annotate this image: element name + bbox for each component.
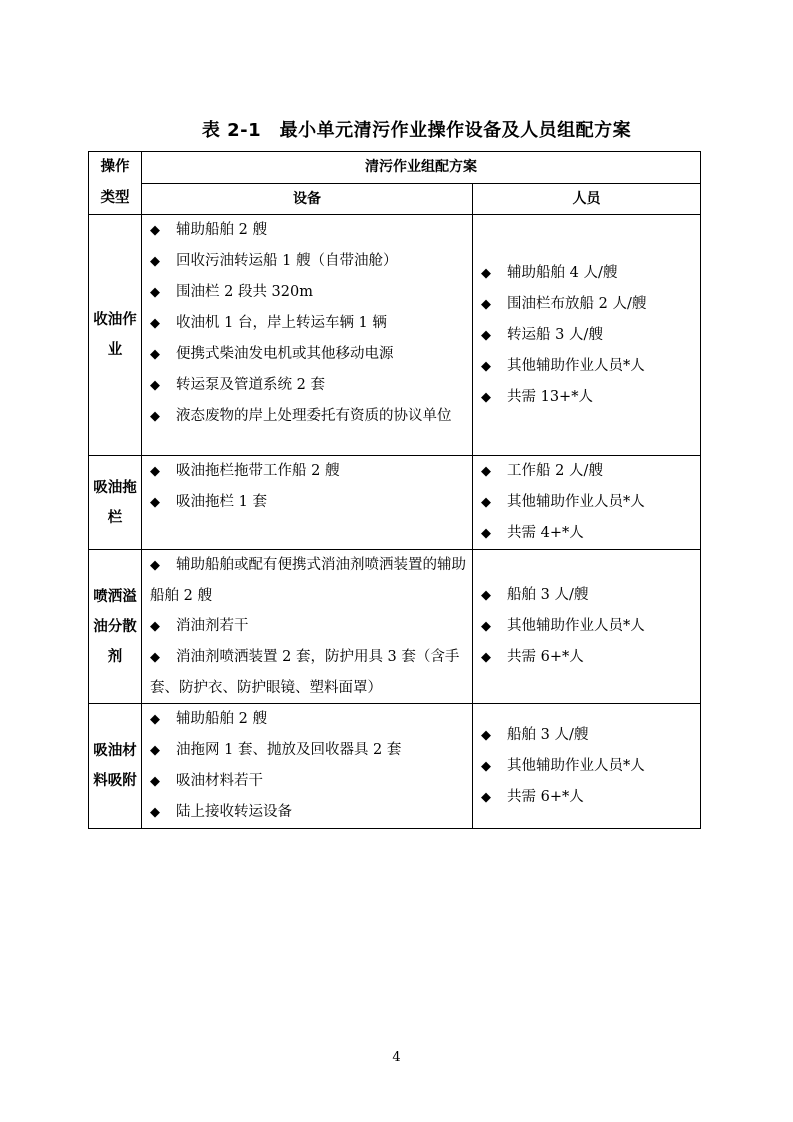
diamond-bullet-icon: ◆ xyxy=(481,358,491,374)
diamond-bullet-icon: ◆ xyxy=(150,774,160,789)
equipment-text: 辅助船舶或配有便携式消油剂喷洒装置的辅助船舶 2 艘 xyxy=(150,557,466,604)
diamond-bullet-icon: ◆ xyxy=(150,285,160,300)
equipment-text: 转运泵及管道系统 2 套 xyxy=(176,377,325,393)
operation-type: 喷洒溢油分散剂 xyxy=(89,550,142,704)
diamond-bullet-icon: ◆ xyxy=(481,327,491,343)
personnel-item xyxy=(481,320,694,351)
equipment-text: 油拖网 1 套、抛放及回收器具 2 套 xyxy=(176,742,402,758)
personnel-text: 共需 13+*人 xyxy=(507,388,593,405)
personnel-cell xyxy=(473,456,701,550)
header-equipment: 设备 xyxy=(142,183,473,215)
personnel-text: 辅助船舶 4 人/艘 xyxy=(507,264,618,281)
allocation-table xyxy=(88,151,701,829)
diamond-bullet-icon: ◆ xyxy=(150,378,160,393)
operation-type: 吸油材料吸附 xyxy=(89,704,142,829)
equipment-text: 吸油拖栏拖带工作船 2 艘 xyxy=(176,463,340,479)
page-number: 4 xyxy=(392,1050,401,1065)
diamond-bullet-icon: ◆ xyxy=(481,758,491,774)
diamond-bullet-icon: ◆ xyxy=(150,464,160,479)
equipment-text: 收油机 1 台，岸上转运车辆 1 辆 xyxy=(176,315,387,331)
diamond-bullet-icon: ◆ xyxy=(150,347,160,362)
equipment-item xyxy=(150,215,466,246)
equipment-item xyxy=(150,797,466,828)
header-personnel: 人员 xyxy=(473,183,701,215)
personnel-text: 其他辅助作业人员*人 xyxy=(507,494,645,510)
equipment-text: 辅助船舶 2 艘 xyxy=(176,222,267,238)
equipment-text: 消油剂若干 xyxy=(176,618,249,634)
diamond-bullet-icon: ◆ xyxy=(150,712,160,727)
equipment-cell xyxy=(142,550,473,704)
diamond-bullet-icon: ◆ xyxy=(481,389,491,405)
diamond-bullet-icon: ◆ xyxy=(481,588,491,603)
equipment-text: 陆上接收转运设备 xyxy=(176,804,292,820)
diamond-bullet-icon: ◆ xyxy=(150,558,160,573)
diamond-bullet-icon: ◆ xyxy=(150,409,160,424)
equipment-text: 回收污油转运船 1 艘（自带油舱） xyxy=(176,253,398,269)
diamond-bullet-icon: ◆ xyxy=(481,650,491,665)
equipment-text: 便携式柴油发电机或其他移动电源 xyxy=(176,346,394,362)
personnel-text: 船舶 3 人/艘 xyxy=(507,587,589,603)
personnel-text: 共需 6+*人 xyxy=(507,649,584,665)
personnel-item xyxy=(481,258,694,289)
table-row xyxy=(89,550,701,704)
diamond-bullet-icon: ◆ xyxy=(481,789,491,805)
equipment-item xyxy=(150,339,466,370)
diamond-bullet-icon: ◆ xyxy=(150,495,160,510)
personnel-item xyxy=(481,289,694,320)
personnel-item xyxy=(481,782,694,813)
diamond-bullet-icon: ◆ xyxy=(481,526,491,541)
header-plan: 清污作业组配方案 xyxy=(142,152,701,184)
personnel-text: 其他辅助作业人员*人 xyxy=(507,357,645,374)
equipment-item xyxy=(150,735,466,766)
personnel-cell xyxy=(473,550,701,704)
personnel-item xyxy=(481,751,694,782)
personnel-text: 其他辅助作业人员*人 xyxy=(507,618,645,634)
equipment-text: 吸油材料若干 xyxy=(176,773,263,789)
equipment-item xyxy=(150,370,466,401)
personnel-text: 共需 4+*人 xyxy=(507,525,584,541)
equipment-item xyxy=(150,401,466,432)
personnel-text: 工作船 2 人/艘 xyxy=(507,463,603,479)
equipment-text: 辅助船舶 2 艘 xyxy=(176,711,267,727)
equipment-text: 吸油拖栏 1 套 xyxy=(176,494,267,510)
diamond-bullet-icon: ◆ xyxy=(150,619,160,634)
personnel-text: 转运船 3 人/艘 xyxy=(507,326,603,343)
equipment-text: 液态废物的岸上处理委托有资质的协议单位 xyxy=(176,408,452,424)
diamond-bullet-icon: ◆ xyxy=(481,464,491,479)
equipment-item xyxy=(150,456,466,487)
diamond-bullet-icon: ◆ xyxy=(150,805,160,820)
equipment-cell xyxy=(142,215,473,456)
personnel-item xyxy=(481,382,694,413)
equipment-item xyxy=(150,550,466,611)
personnel-item xyxy=(481,456,694,487)
equipment-item xyxy=(150,277,466,308)
diamond-bullet-icon: ◆ xyxy=(150,316,160,331)
diamond-bullet-icon: ◆ xyxy=(481,495,491,510)
personnel-item xyxy=(481,642,694,673)
operation-type: 吸油拖栏 xyxy=(89,456,142,550)
table-title: 表 2-1 最小单元清污作业操作设备及人员组配方案 xyxy=(201,120,632,141)
table-row xyxy=(89,704,701,829)
personnel-item xyxy=(481,518,694,549)
equipment-item xyxy=(150,487,466,518)
personnel-item xyxy=(481,580,694,611)
personnel-item xyxy=(481,487,694,518)
diamond-bullet-icon: ◆ xyxy=(481,619,491,634)
diamond-bullet-icon: ◆ xyxy=(481,265,491,281)
operation-type: 收油作业 xyxy=(89,215,142,456)
equipment-item xyxy=(150,642,466,703)
personnel-item xyxy=(481,720,694,751)
table-row xyxy=(89,215,701,456)
diamond-bullet-icon: ◆ xyxy=(150,254,160,269)
personnel-cell xyxy=(473,704,701,829)
equipment-item xyxy=(150,611,466,642)
table-row xyxy=(89,456,701,550)
equipment-text: 围油栏 2 段共 320m xyxy=(176,284,313,300)
equipment-cell xyxy=(142,456,473,550)
header-operation-type: 操作类型 xyxy=(89,152,142,215)
personnel-text: 其他辅助作业人员*人 xyxy=(507,757,645,774)
equipment-cell xyxy=(142,704,473,829)
personnel-item xyxy=(481,611,694,642)
equipment-text: 消油剂喷洒装置 2 套，防护用具 3 套（含手套、防护衣、防护眼镜、塑料面罩） xyxy=(150,649,460,696)
equipment-item xyxy=(150,704,466,735)
personnel-text: 围油栏布放船 2 人/艘 xyxy=(507,295,647,312)
diamond-bullet-icon: ◆ xyxy=(150,743,160,758)
personnel-text: 共需 6+*人 xyxy=(507,788,584,805)
personnel-text: 船舶 3 人/艘 xyxy=(507,726,589,743)
personnel-cell xyxy=(473,215,701,456)
diamond-bullet-icon: ◆ xyxy=(481,296,491,312)
personnel-item xyxy=(481,351,694,382)
diamond-bullet-icon: ◆ xyxy=(481,727,491,743)
equipment-item xyxy=(150,766,466,797)
diamond-bullet-icon: ◆ xyxy=(150,650,160,665)
diamond-bullet-icon: ◆ xyxy=(150,223,160,238)
equipment-item xyxy=(150,246,466,277)
equipment-item xyxy=(150,308,466,339)
